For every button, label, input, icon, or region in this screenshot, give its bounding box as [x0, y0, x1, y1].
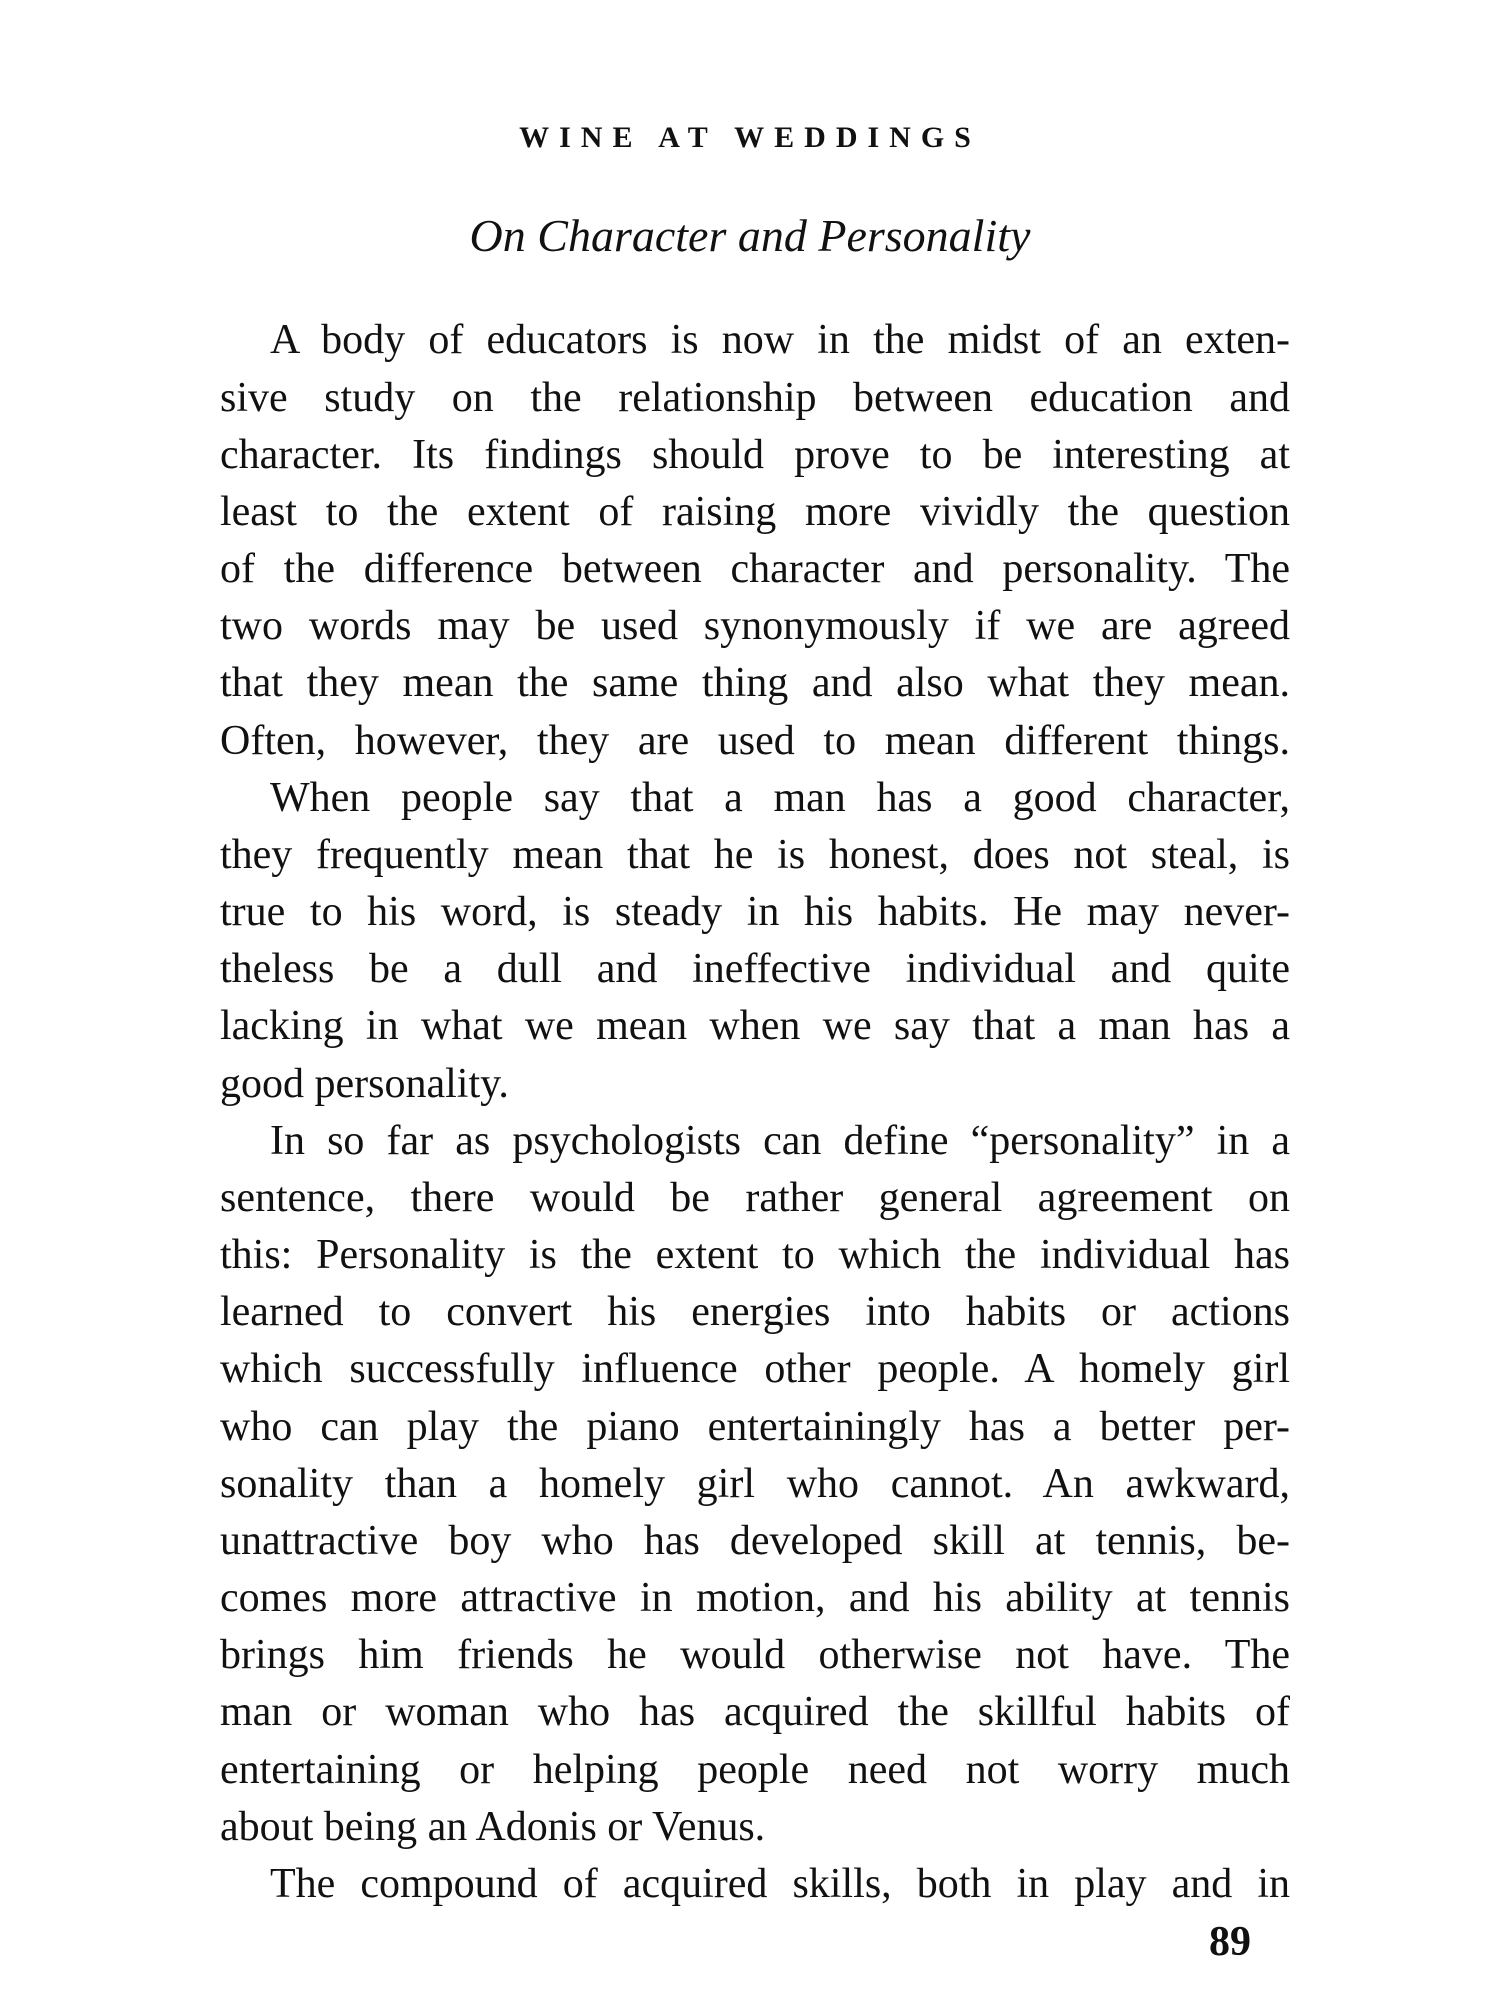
text-line: true to his word, is steady in his habits. He may never-	[220, 889, 1290, 935]
text-line: least to the extent of raising more vividly the question	[220, 489, 1290, 535]
text-line: Often, however, they are used to mean different things.	[220, 718, 1290, 764]
text-line: sonality than a homely girl who cannot. An awkward,	[220, 1461, 1290, 1507]
text-line: A body of educators is now in the midst of an exten-	[270, 317, 1290, 363]
text-line: theless be a dull and ineffective individual and quite	[220, 946, 1290, 992]
text-line: comes more attractive in motion, and his ability at tennis	[220, 1575, 1290, 1621]
running-head: WINE AT WEDDINGS	[519, 121, 981, 154]
text-line: character. Its findings should prove to be interesting at	[220, 432, 1290, 478]
text-line: they frequently mean that he is honest, does not steal, is	[220, 832, 1290, 878]
text-line: this: Personality is the extent to which the individual has	[220, 1232, 1290, 1278]
text-line: When people say that a man has a good character,	[270, 775, 1290, 821]
text-line: sentence, there would be rather general agreement on	[220, 1175, 1290, 1221]
text-line: who can play the piano entertainingly has a better per-	[220, 1404, 1290, 1450]
text-line: unattractive boy who has developed skill at tennis, be-	[220, 1518, 1290, 1564]
text-line: of the difference between character and personality. The	[220, 546, 1290, 592]
text-line: The compound of acquired skills, both in play and in	[270, 1861, 1290, 1907]
text-line: lacking in what we mean when we say that a man has a	[220, 1003, 1290, 1049]
text-line: that they mean the same thing and also what they mean.	[220, 660, 1290, 706]
text-line: good personality.	[220, 1061, 509, 1107]
text-line: learned to convert his energies into habits or actions	[220, 1289, 1290, 1335]
page-number: 89	[1209, 1919, 1251, 1965]
text-line: man or woman who has acquired the skillful habits of	[220, 1689, 1290, 1735]
text-line: which successfully influence other people. A homely girl	[220, 1346, 1290, 1392]
text-line: two words may be used synonymously if we are agreed	[220, 603, 1290, 649]
text-line: In so far as psychologists can define “personality” in a	[270, 1118, 1290, 1164]
text-line: sive study on the relationship between education and	[220, 375, 1290, 421]
text-line: about being an Adonis or Venus.	[220, 1804, 766, 1850]
section-title: On Character and Personality	[469, 210, 1031, 261]
text-line: entertaining or helping people need not worry much	[220, 1747, 1290, 1793]
text-line: brings him friends he would otherwise not have. The	[220, 1632, 1290, 1678]
